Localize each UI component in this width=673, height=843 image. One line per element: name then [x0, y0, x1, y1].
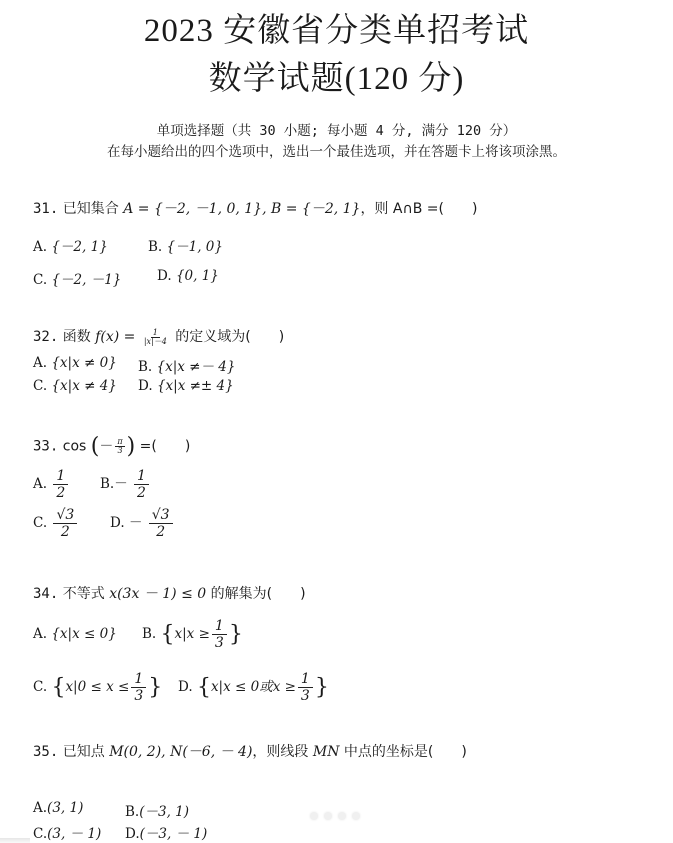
- fraction: $\frac{\pi}{3}$: [117, 437, 123, 455]
- question-33-option-c[interactable]: C. $\frac{√3}{2}$: [33, 507, 79, 540]
- answer-instructions: 在每小题给出的四个选项中，选出一个最佳选项，并在答题卡上将该项涂黑。: [107, 144, 566, 160]
- fraction: $\frac{1}{3}$: [212, 618, 227, 651]
- question-31-option-a[interactable]: A. {－2, 1}: [33, 239, 108, 255]
- carousel-dot[interactable]: [338, 812, 346, 820]
- question-33-stem: 33. cos (－ $\frac{\pi}{3}$ ) =( ): [33, 434, 191, 459]
- question-35-option-c[interactable]: C.(3, － 1): [33, 826, 102, 842]
- question-35-option-b[interactable]: B.(－3, 1): [125, 804, 190, 820]
- fraction: $\frac{1}{2}$: [53, 468, 68, 501]
- question-34-option-a[interactable]: A. {x|x ≤ 0}: [33, 626, 117, 642]
- question-31-option-d[interactable]: D. {0, 1}: [157, 268, 219, 284]
- question-32-stem: 32. 函数 f(x) = $\frac{1}{|x|-4}$ 的定义域为( ): [33, 327, 285, 346]
- question-32-option-c[interactable]: C. {x|x ≠ 4}: [33, 378, 117, 394]
- carousel-dot[interactable]: [352, 812, 360, 820]
- exam-title: 2023 安徽省分类单招考试: [143, 13, 530, 49]
- question-35-option-d[interactable]: D.(－3, － 1): [125, 826, 208, 842]
- fraction: $\frac{1}{2}$: [134, 468, 149, 501]
- question-number: 34.: [33, 586, 59, 602]
- carousel-page-indicator[interactable]: [310, 812, 360, 820]
- question-31-stem: 31. 已知集合 A = {－2, －1, 0, 1}, B = {－2, 1}，则 A∩B =( ): [33, 201, 478, 217]
- question-34-option-c[interactable]: C. {x|0 ≤ x ≤ $\frac{1}{3}$ }: [33, 671, 163, 704]
- question-34-stem: 34. 不等式 x(3x － 1) ≤ 0 的解集为( ): [33, 586, 306, 602]
- question-33-option-d[interactable]: D. － $\frac{√3}{2}$: [110, 507, 175, 540]
- question-32-option-d[interactable]: D. {x|x ≠± 4}: [138, 378, 234, 394]
- fraction: $\frac{√3}{2}$: [53, 507, 77, 540]
- exam-subtitle: 数学试题(120 分): [208, 61, 465, 97]
- question-35-stem: 35. 已知点 M(0, 2), N(－6, － 4)，则线段 MN 中点的坐标是( ): [33, 744, 467, 760]
- question-31-option-b[interactable]: B. {－1, 0}: [148, 239, 223, 255]
- question-34-option-b[interactable]: B. {x|x ≥ $\frac{1}{3}$ }: [142, 618, 243, 651]
- page-corner-shadow: [0, 838, 30, 843]
- math-expression: A = {－2, －1, 0, 1}, B = {－2, 1}: [123, 201, 361, 217]
- question-35-option-a[interactable]: A.(3, 1): [33, 800, 84, 816]
- carousel-dot[interactable]: [310, 812, 318, 820]
- question-number: 35.: [33, 744, 59, 760]
- fraction: $\frac{√3}{2}$: [149, 507, 173, 540]
- question-32-option-b[interactable]: B. {x|x ≠－ 4}: [138, 359, 236, 375]
- fraction: $\frac{1}{3}$: [298, 671, 313, 704]
- question-31-option-c[interactable]: C. {－2, －1}: [33, 272, 122, 288]
- fraction: $\frac{1}{3}$: [131, 671, 146, 704]
- question-32-option-a[interactable]: A. {x|x ≠ 0}: [33, 355, 117, 371]
- question-number: 31.: [33, 201, 59, 217]
- question-number: 33.: [33, 438, 59, 455]
- question-33-option-b[interactable]: B.－ $\frac{1}{2}$: [100, 468, 151, 501]
- question-number: 32.: [33, 329, 59, 345]
- question-34-option-d[interactable]: D. {x|x ≤ 0或x ≥ $\frac{1}{3}$ }: [178, 671, 329, 704]
- fraction: $\frac{1}{|x|-4}$: [143, 327, 167, 346]
- section-instructions: 单项选择题（共 30 小题; 每小题 4 分, 满分 120 分）: [156, 123, 517, 139]
- carousel-dot[interactable]: [324, 812, 332, 820]
- question-33-option-a[interactable]: A. $\frac{1}{2}$: [33, 468, 70, 501]
